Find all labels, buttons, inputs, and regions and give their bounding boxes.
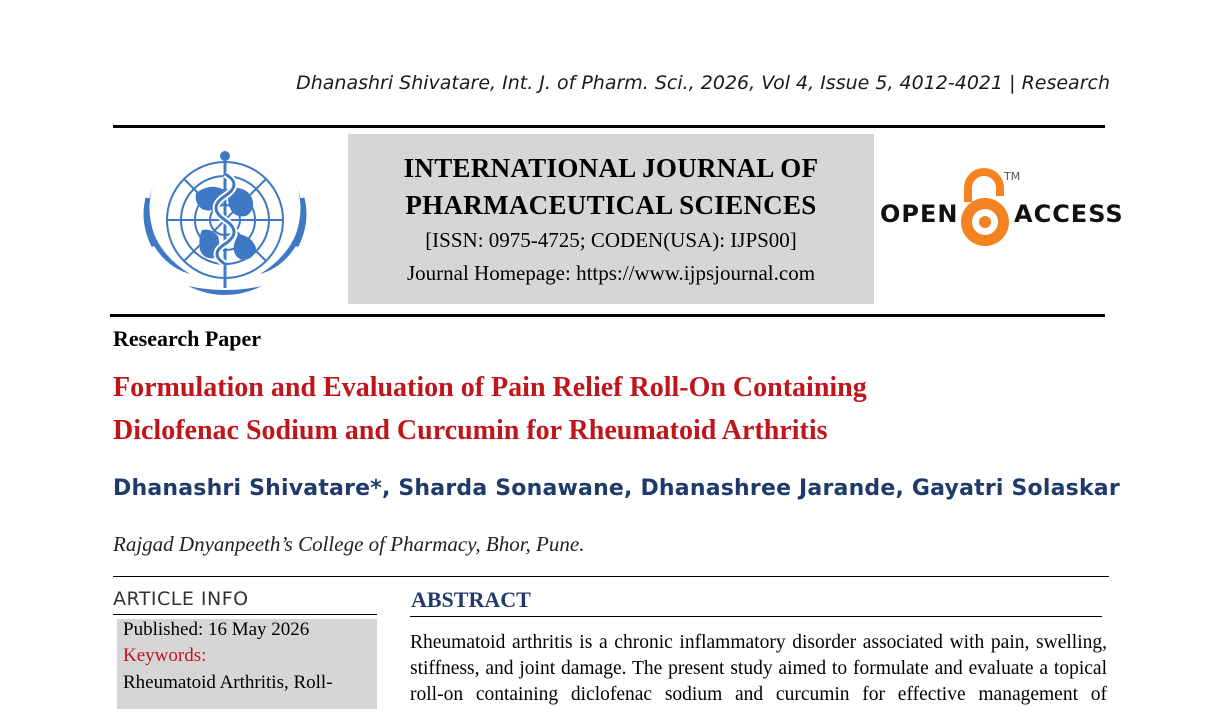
open-access-tm-mark: TM [1004, 170, 1021, 183]
author-list: Dhanashri Shivatare*, Sharda Sonawane, Dhanashree Jarande, Gayatri Solaskar [113, 476, 1120, 501]
article-info-heading: ARTICLE INFO [113, 588, 249, 610]
abstract-line: stiffness, and joint damage. The present study aimed to formulate and evaluate a topical [410, 658, 1107, 679]
running-head: Dhanashri Shivatare, Int. J. of Pharm. Sci., 2026, Vol 4, Issue 5, 4012-4021 | Research [296, 72, 1110, 94]
article-title-line1: Formulation and Evaluation of Pain Relief Roll-On Containing [113, 372, 867, 403]
affiliation: Rajgad Dnyanpeeth’s College of Pharmacy, Bhor, Pune. [113, 532, 585, 556]
abstract-body [410, 630, 1107, 708]
header-rule-top [113, 125, 1105, 128]
un-emblem-icon [126, 138, 324, 306]
keywords-label: Keywords: [123, 645, 207, 666]
header-rule-bottom [110, 314, 1105, 317]
journal-banner [348, 134, 874, 304]
affiliation-rule [113, 576, 1109, 577]
keywords-list: Rheumatoid Arthritis, Roll- [123, 672, 333, 693]
abstract-rule [410, 616, 1102, 617]
article-title [113, 366, 1073, 452]
section-label: Research Paper [113, 326, 262, 351]
journal-homepage-link[interactable]: Journal Homepage: https://www.ijpsjournal.com [406, 261, 816, 285]
published-date: Published: 16 May 2026 [123, 619, 310, 640]
article-info-box [117, 619, 377, 709]
article-title-line2: Diclofenac Sodium and Curcumin for Rheumatoid Arthritis [113, 415, 828, 446]
article-info-rule [113, 614, 377, 615]
abstract-line: Rheumatoid arthritis is a chronic inflammatory disorder associated with pain, swelling, [410, 632, 1107, 653]
journal-name-line2: PHARMACEUTICAL SCIENCES [405, 190, 817, 220]
journal-name-line1: INTERNATIONAL JOURNAL OF [403, 153, 819, 183]
open-access-badge [880, 166, 1124, 256]
abstract-line: roll-on containing diclofenac sodium and curcumin for effective management of [410, 684, 1107, 705]
open-access-access-text: ACCESS [1014, 200, 1124, 228]
journal-issn: [ISSN: 0975-4725; CODEN(USA): IJPS00] [425, 228, 797, 252]
abstract-heading: ABSTRACT [411, 587, 531, 612]
open-access-open-text: OPEN [880, 200, 959, 228]
